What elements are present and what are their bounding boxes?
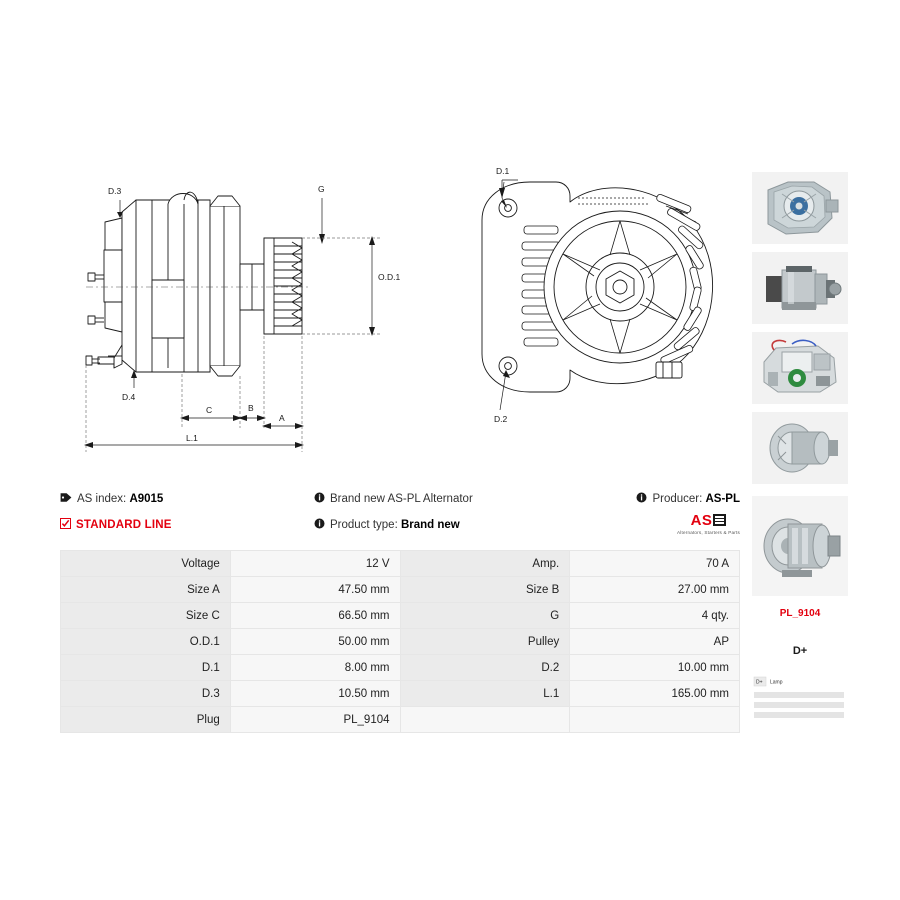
label-a: A [279, 413, 285, 423]
thumbnail-alternator-front[interactable] [752, 172, 848, 244]
producer-value: AS-PL [705, 493, 740, 505]
table-row [61, 603, 740, 629]
thumbnail-alternator-large[interactable] [752, 496, 848, 596]
info-icon [636, 492, 647, 506]
spec-value: 10.50 mm [230, 681, 400, 707]
as-index-label: AS index: [77, 493, 127, 505]
thumbnail-alternator-rear-open[interactable] [752, 332, 848, 404]
brand-new-text: Brand new AS-PL Alternator [330, 493, 473, 505]
thumbnail-alternator-angled[interactable] [752, 412, 848, 484]
side-view [86, 192, 310, 376]
spec-key: Pulley [400, 629, 570, 655]
spec-value-empty [570, 707, 740, 733]
table-row [61, 655, 740, 681]
label-d4: D.4 [122, 392, 136, 402]
aspl-logo-mark [713, 514, 726, 526]
spec-key: Plug [61, 707, 231, 733]
spec-value: PL_9104 [230, 707, 400, 733]
spec-key: L.1 [400, 681, 570, 707]
table-row [61, 551, 740, 577]
label-d2: D.2 [494, 414, 508, 424]
front-view [482, 182, 713, 392]
aspl-logo [677, 512, 740, 535]
thumbnail-strip [752, 172, 848, 492]
spec-value: 66.50 mm [230, 603, 400, 629]
spec-value: 10.00 mm [570, 655, 740, 681]
spec-value: 27.00 mm [570, 577, 740, 603]
thumbnail-alternator-side[interactable] [752, 252, 848, 324]
info-icon [314, 492, 325, 506]
label-d3: D.3 [108, 186, 122, 196]
product-type-value: Brand new [400, 519, 460, 531]
spec-key-empty [400, 707, 570, 733]
label-b: B [248, 403, 254, 413]
aspl-logo-word: AS [690, 512, 713, 529]
dplus-label: D+ [792, 645, 808, 657]
label-d1: D.1 [496, 166, 510, 176]
spec-value: 165.00 mm [570, 681, 740, 707]
as-index-value: A9015 [129, 493, 164, 505]
technical-drawing [60, 160, 740, 475]
plug-pin-1-label: D+ [756, 679, 763, 686]
brand-new-alternator [314, 492, 473, 506]
check-box-icon [60, 518, 71, 532]
spec-value: 8.00 mm [230, 655, 400, 681]
standard-line-badge [60, 518, 172, 532]
table-row [61, 629, 740, 655]
spec-value: 70 A [570, 551, 740, 577]
standard-line-text: STANDARD LINE [76, 519, 172, 531]
as-index [60, 492, 163, 506]
specifications-table [60, 550, 740, 733]
spec-key: D.2 [400, 655, 570, 681]
info-icon [314, 518, 325, 532]
table-row [61, 577, 740, 603]
label-g: G [318, 184, 325, 194]
spec-key: Size A [61, 577, 231, 603]
info-row [60, 492, 740, 538]
spec-key: G [400, 603, 570, 629]
plug-pin-2-label: Lamp [770, 679, 783, 686]
spec-key: D.1 [61, 655, 231, 681]
producer-label: Producer: [652, 493, 703, 505]
spec-key: Size C [61, 603, 231, 629]
label-od1: O.D.1 [378, 272, 401, 282]
plug-code: PL_9104 [779, 608, 821, 619]
product-type-label: Product type: [330, 519, 398, 531]
spec-value: 12 V [230, 551, 400, 577]
producer [636, 492, 740, 506]
spec-key: D.3 [61, 681, 231, 707]
plug-pinout-diagram [752, 676, 848, 722]
label-l1: L.1 [186, 433, 198, 443]
pulley [264, 238, 302, 334]
spec-key: Amp. [400, 551, 570, 577]
spec-value: 50.00 mm [230, 629, 400, 655]
aspl-logo-subtitle: Alternators, Starters & Parts [677, 530, 740, 535]
spec-key: Voltage [61, 551, 231, 577]
spec-key: O.D.1 [61, 629, 231, 655]
spec-key: Size B [400, 577, 570, 603]
spec-value: 47.50 mm [230, 577, 400, 603]
label-c: C [206, 405, 213, 415]
table-row [61, 681, 740, 707]
product-type [314, 518, 460, 532]
spec-value: AP [570, 629, 740, 655]
tag-icon [60, 492, 72, 506]
table-row [61, 707, 740, 733]
spec-value: 4 qty. [570, 603, 740, 629]
